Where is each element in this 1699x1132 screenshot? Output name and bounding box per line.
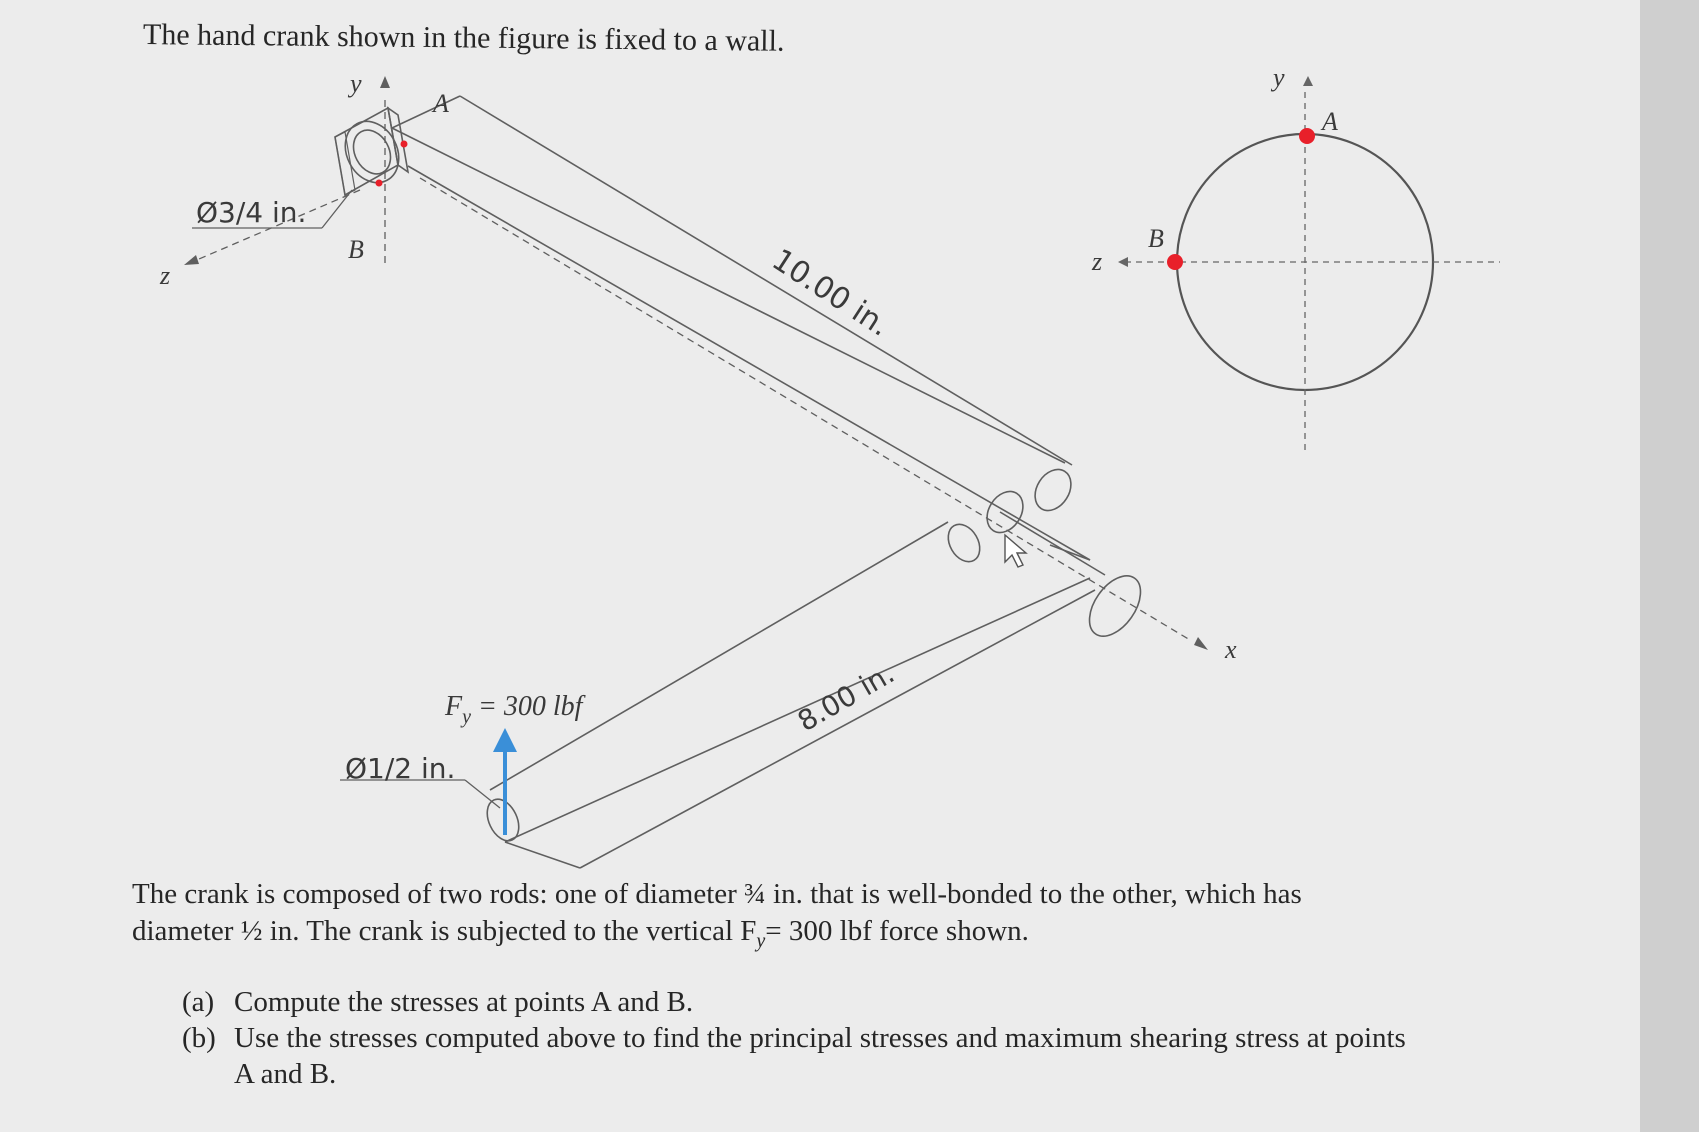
question-item bbox=[182, 1020, 1412, 1092]
description-paragraph bbox=[132, 876, 1392, 960]
description-line-1: The crank is composed of two rods: one of diameter ¾ in. that is well-bonded to the other, which has bbox=[132, 878, 1302, 910]
axis-z-label: z bbox=[160, 261, 171, 290]
section-b-label: B bbox=[1148, 224, 1164, 253]
cross-section bbox=[1091, 63, 1500, 450]
question-text: Compute the stresses at points A and B. bbox=[234, 986, 694, 1018]
small-diameter-label: Ø1/2 in. bbox=[345, 752, 456, 785]
section-a-label: A bbox=[1322, 107, 1338, 136]
axis-x-label: x bbox=[1225, 635, 1237, 664]
large-diameter-label: Ø3/4 in. bbox=[196, 196, 307, 229]
force-arrow bbox=[493, 728, 517, 835]
force-label bbox=[444, 691, 586, 728]
description-line-2-start: diameter ½ in. The crank is subjected to the vertical F bbox=[132, 915, 757, 947]
section-z-label: z bbox=[1092, 247, 1103, 276]
force-value: = 300 lbf bbox=[471, 691, 583, 722]
axis-y-label: y bbox=[350, 69, 362, 98]
page-edge bbox=[1640, 0, 1699, 1132]
axis-arrowheads bbox=[184, 76, 1208, 650]
axis-lines bbox=[185, 100, 1190, 640]
intro-text: The hand crank shown in the figure is fixed to a wall. bbox=[142, 18, 785, 58]
point-a-label: A bbox=[433, 89, 449, 118]
force-subscript: y bbox=[462, 706, 471, 728]
long-length-label: 10.00 in. bbox=[765, 242, 896, 344]
question-text: Use the stresses computed above to find the principal stresses and maximum shearing stress at points A and B. bbox=[234, 1022, 1406, 1090]
short-length-label: 8.00 in. bbox=[792, 656, 901, 739]
large-rod bbox=[392, 96, 1151, 645]
description-line-2 bbox=[132, 913, 1392, 960]
description-line-2-end: = 300 lbf force shown. bbox=[765, 915, 1029, 947]
mouse-cursor-icon bbox=[1005, 535, 1026, 567]
wall-mount bbox=[335, 108, 409, 195]
point-b-label: B bbox=[348, 235, 364, 264]
section-y-label: y bbox=[1273, 63, 1285, 92]
force-symbol: F bbox=[445, 691, 463, 722]
question-letter: (b) bbox=[182, 1022, 216, 1054]
section-point-b bbox=[1167, 254, 1183, 270]
description-subscript: y bbox=[756, 929, 766, 952]
point-b-marker bbox=[376, 180, 383, 187]
section-point-a bbox=[1299, 128, 1315, 144]
point-a-marker bbox=[401, 141, 408, 148]
question-list bbox=[182, 984, 1412, 1092]
question-letter: (a) bbox=[182, 986, 215, 1018]
question-item bbox=[182, 984, 1412, 1020]
